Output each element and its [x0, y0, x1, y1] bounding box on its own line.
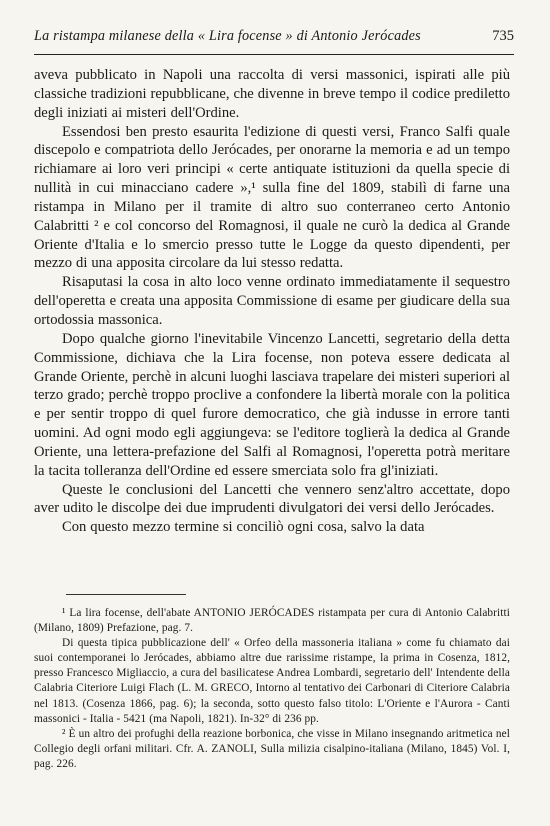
running-head [34, 24, 514, 55]
body-text [34, 66, 510, 537]
paragraph-1: aveva pubblicato in Napoli una raccolta di versi massonici, ispirati alle più classiche tradizioni repubblicane, che divenne in breve tempo il codice prediletto degli iniziati ai misteri dell'Ordine. [34, 67, 510, 121]
page-number: 735 [492, 28, 514, 44]
running-title: La ristampa milanese della « Lira focense » di Antonio Jerócades [34, 28, 421, 44]
footnote-2: ² È un altro dei profughi della reazione borbonica, che visse in Milano insegnando aritmetica nel Collegio degli orfani militari. Cfr. A. ZANOLI, Sulla milizia cisalpino-italiana (Milano, 1845) Vol. I, pag. 226. [34, 727, 510, 770]
footnote-1: ¹ La lira focense, dell'abate ANTONIO JERÓCADES ristampata per cura di Antonio Calabritti (Milano, 1809) Prefazione, pag. 7. [34, 607, 510, 635]
paragraph-4: Dopo qualche giorno l'inevitabile Vincenzo Lancetti, segretario della detta Commissione, dichiava che la Lira focense, non poteva essere dedicata al Grande Oriente, perchè in alcuni luoghi lasciava trapelare dei misteri superiori al terzo grado; perchè troppo proclive a confondere la libertà morale con la politica e per sentir troppo di quel furore democratico, che già indusse in errore tanti uomini. Ad ogni modo egli aggiungeva: se l'editore toglierà la dedica al Grande Oriente, una lettera-prefazione del Salfi al Romagnosi, l'operetta potrà meritare la tacita tolleranza dell'Ordine ed essere smerciata solo fra gl'iniziati. [34, 330, 510, 479]
paragraph-2: Essendosi ben presto esaurita l'edizione di questi versi, Franco Salfi quale discepolo e compatriota dello Jerócades, per onorarne la memoria e ad un tempo richiamare ai loro veri principi « certe antiquate istituzioni da quella specie di nullità in cui minacciano cadere »,¹ sulla fine del 1809, stabilì di farne una ristampa in Milano per il tramite di altro suo conterraneo certo Antonio Calabritti ² e col concorso del Romagnosi, il quale ne curò la dedica al Grande Oriente d'Italia e lo smercio presso tutte le Logge da questo dipendenti, per mezzo di una apposita circolare da lui stesso redatta. [34, 123, 510, 272]
footnotes [34, 606, 510, 772]
footnote-rule [66, 594, 186, 595]
paragraph-5: Queste le conclusioni del Lancetti che vennero senz'altro accettate, dopo aver udito le discolpe dei due imprudenti divulgatori dei versi dello Jerócades. [34, 481, 510, 517]
paragraph-3: Risaputasi la cosa in alto loco venne ordinato immediatamente il sequestro dell'operetta e creata una apposita Commissione di esame per giudicare della sua ortodossia massonica. [34, 274, 510, 328]
footnote-1-continued: Di questa tipica pubblicazione dell' « Orfeo della massoneria italiana » come fu chiamato dai suoi contemporanei lo Jerócades, abbiamo altre due rarissime ristampe, la prima in Cosenza, 1812, presso Francesco Migliaccio, a cura del basilicatese Andrea Lombardi, segretario dell' Intendente della Calabria Citeriore Luigi Flach (L. M. GRECO, Intorno al tentativo dei Carbonari di Citeriore Calabria nel 1813. (Cosenza 1866, pag. 6); la seconda, sotto questo falso titolo: L'Oriente e l'Aurora - Canti massonici - Italia - 5421 (ma Napoli, 1821). In-32° di 236 pp. [34, 637, 510, 725]
paragraph-6: Con questo mezzo termine si conciliò ogni cosa, salvo la data [62, 519, 425, 536]
